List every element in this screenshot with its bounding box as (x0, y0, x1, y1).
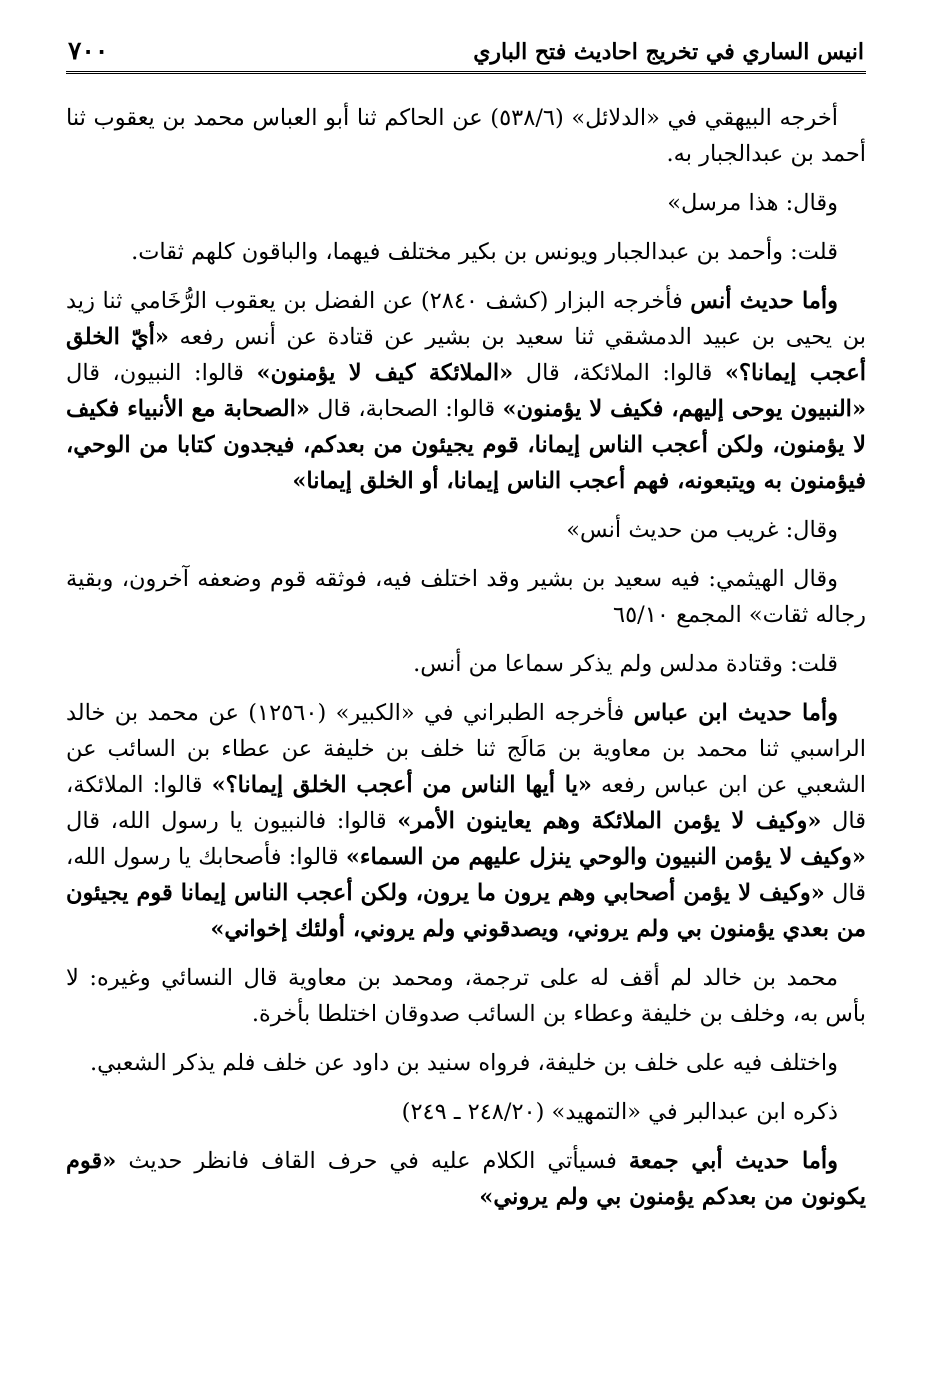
text-run: قالوا: فأصحابك يا رسول الله، قال (66, 844, 866, 906)
paragraph (66, 234, 866, 270)
paragraph (66, 1094, 866, 1130)
paragraph (66, 100, 866, 172)
text-run: أخرجه البيهقي في «الدلائل» (٥٣٨/٦) عن الحاكم ثنا أبو العباس محمد بن يعقوب ثنا أحمد بن عبدالجبار به. (66, 105, 866, 167)
text-run: فسيأتي الكلام عليه في حرف القاف فانظر حديث (116, 1148, 629, 1174)
bold-text: «وكيف لا يؤمن الملائكة وهم يعاينون الأمر» (397, 808, 822, 834)
bold-text: «قوم يكونون من بعدكم يؤمنون بي ولم يروني» (66, 1148, 866, 1210)
text-run: وقال: هذا مرسل» (667, 190, 838, 216)
text-run: قلت: وأحمد بن عبدالجبار ويونس بن بكير مختلف فيهما، والباقون كلهم ثقات. (131, 239, 838, 265)
paragraph (66, 283, 866, 499)
text-run: قالوا: الصحابة، قال (309, 396, 503, 422)
page-number: ٧٠٠ (68, 36, 109, 65)
paragraph (66, 561, 866, 633)
text-run: قلت: وقتادة مدلس ولم يذكر سماعا من أنس. (413, 651, 838, 677)
paragraph (66, 512, 866, 548)
text-run: قالوا: فالنبيون يا رسول الله، قال (66, 808, 398, 834)
text-run: واختلف فيه على خلف بن خليفة، فرواه سنيد بن داود عن خلف فلم يذكر الشعبي. (90, 1050, 838, 1076)
text-run: قالوا: النبيون، قال (66, 360, 257, 386)
text-run: قالوا: الملائكة، قال (513, 360, 725, 386)
bold-text: «أيّ الخلق أعجب إيمانا؟» (66, 324, 866, 386)
bold-text: «وكيف لا يؤمن أصحابي وهم يرون ما يرون، ولكن أعجب الناس إيمانا قوم يجيئون من بعدي يؤمنون بي ولم يروني، ويصدقوني ولم يروني، أولئك إخواني» (66, 880, 866, 942)
paragraph (66, 695, 866, 947)
paragraph (66, 960, 866, 1032)
text-run: فأخرجه الطبراني في «الكبير» (١٢٥٦٠) عن محمد بن خالد الراسبي ثنا محمد بن معاوية بن مَالَج ثنا خلف بن خليفة عن عطاء بن السائب عن الشعبي عن ابن عباس رفعه (66, 700, 866, 798)
bold-text: وأما حديث أبي جمعة (628, 1148, 838, 1174)
paragraph (66, 646, 866, 682)
paragraph (66, 1143, 866, 1215)
bold-text: «الصحابة مع الأنبياء فكيف لا يؤمنون، ولكن أعجب الناس إيمانا، قوم يجيئون من بعدكم، فيجدون كتابا من الوحي، فيؤمنون به ويتبعونه، فهم أعجب الناس إيمانا، أو الخلق إيمانا» (66, 396, 866, 494)
text-run: ذكره ابن عبدالبر في «التمهيد» (٢٤٨/٢٠ ـ ٢٤٩) (401, 1099, 838, 1125)
text-run: فأخرجه البزار (كشف ٢٨٤٠) عن الفضل بن يعقوب الرُّخَامي ثنا زيد بن يحيى بن عبيد الدمشقي ثنا سعيد بن بشير عن قتادة عن أنس رفعه (66, 288, 866, 350)
text-run: وقال: غريب من حديث أنس» (566, 517, 838, 543)
bold-text: وأما حديث أنس (690, 288, 839, 314)
text-run: وقال الهيثمي: فيه سعيد بن بشير وقد اختلف فيه، فوثقه قوم وضعفه آخرون، وبقية رجاله ثقات» المجمع ٦٥/١٠ (66, 566, 866, 628)
page-header (66, 36, 866, 74)
text-run: قالوا: الملائكة، قال (66, 772, 866, 834)
bold-text: «يا أيها الناس من أعجب الخلق إيمانا؟» (211, 772, 592, 798)
bold-text: «النبيون يوحى إليهم، فكيف لا يؤمنون» (502, 396, 867, 422)
running-title: انيس الساري في تخريج احاديث فتح الباري (473, 39, 864, 65)
bold-text: «الملائكة كيف لا يؤمنون» (256, 360, 514, 386)
text-run: محمد بن خالد لم أقف له على ترجمة، ومحمد بن معاوية قال النسائي وغيره: لا بأس به، وخلف بن خليفة وعطاء بن السائب صدوقان اختلطا بأخرة. (66, 965, 866, 1027)
bold-text: وأما حديث ابن عباس (633, 700, 838, 726)
bold-text: «وكيف لا يؤمن النبيون والوحي ينزل عليهم من السماء» (345, 844, 866, 870)
paragraph (66, 1045, 866, 1081)
paragraph (66, 185, 866, 221)
body-text (66, 100, 866, 1215)
